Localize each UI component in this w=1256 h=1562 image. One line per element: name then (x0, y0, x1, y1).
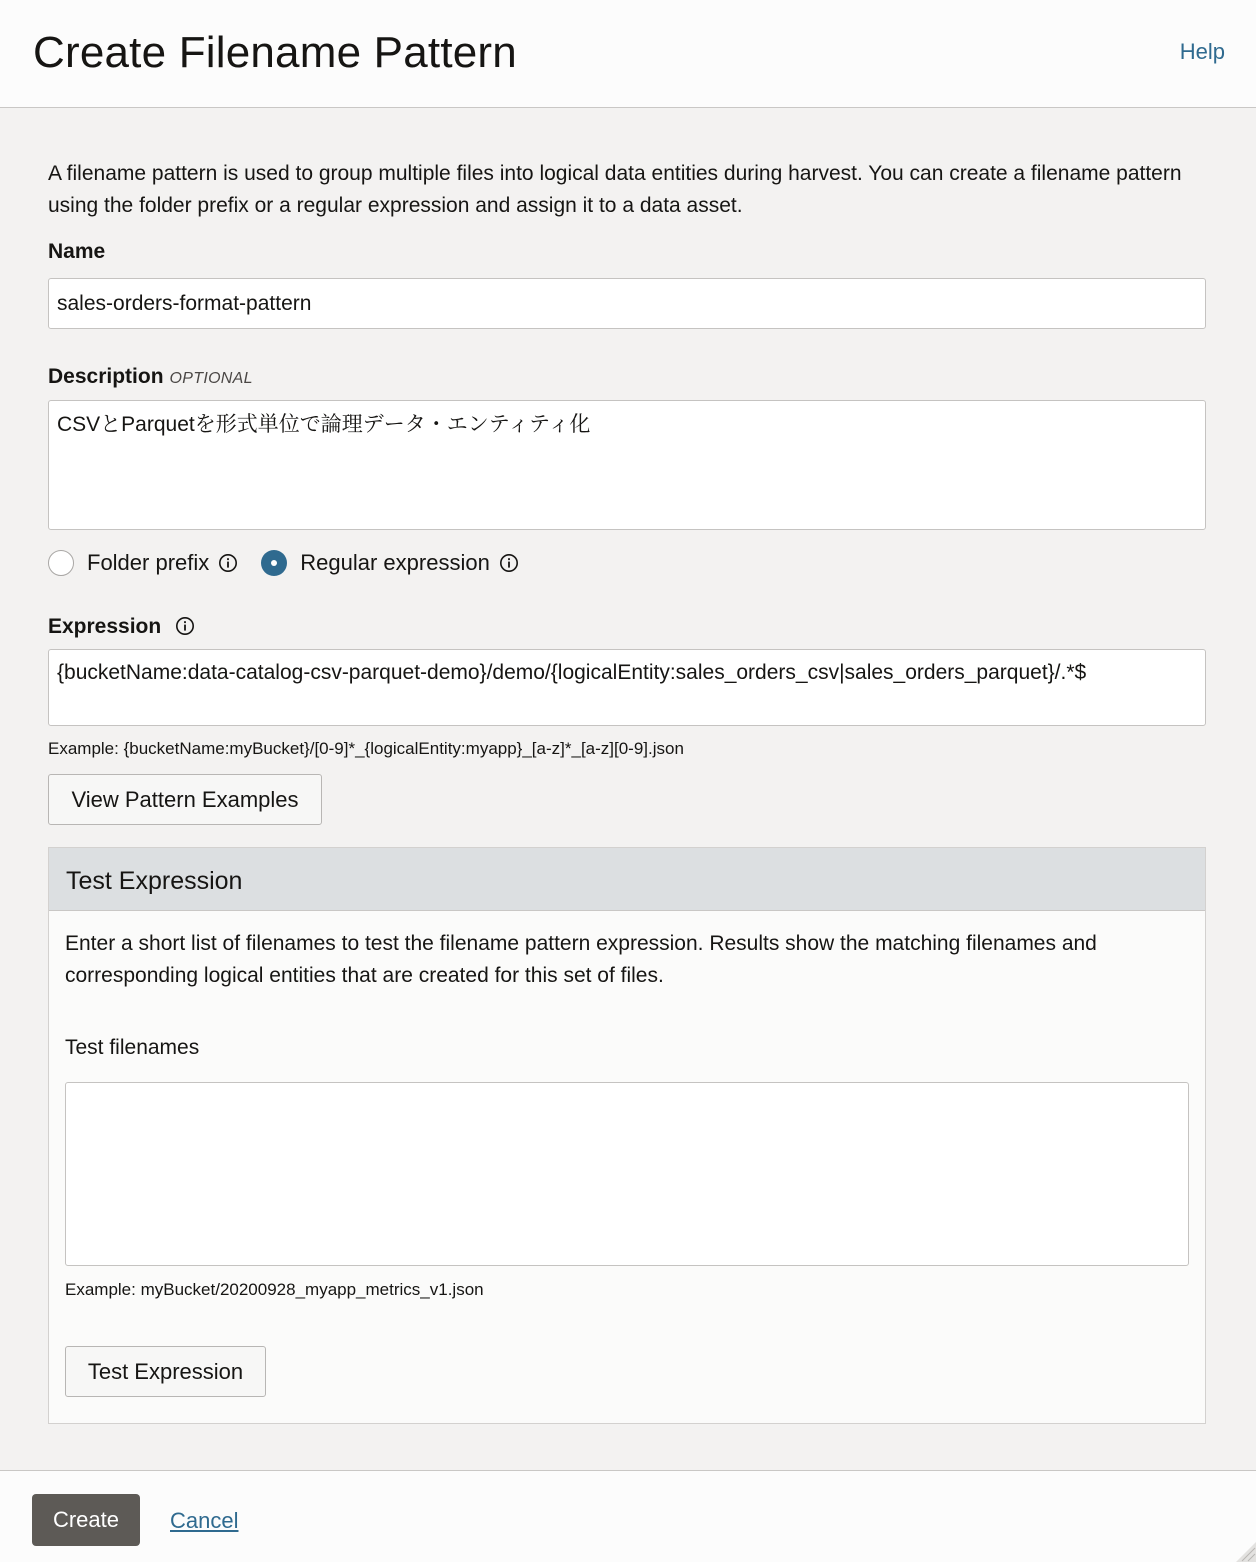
test-filenames-example-hint: Example: myBucket/20200928_myapp_metrics_v1.json (65, 1280, 484, 1299)
regular-expression-radio[interactable] (261, 550, 287, 576)
folder-prefix-radio[interactable] (48, 550, 74, 576)
intro-text: A filename pattern is used to group multiple files into logical data entities during harvest. You can create a filename pattern using the folder prefix or a regular expression and assign it to a data asset. (48, 162, 1182, 217)
test-expression-panel-header (49, 848, 1205, 911)
description-textarea[interactable] (48, 400, 1206, 530)
help-link[interactable]: Help (1179, 39, 1225, 64)
description-label (48, 365, 253, 389)
info-icon[interactable] (218, 553, 238, 573)
description-value: CSVとParquetを形式単位で論理データ・エンティティ化 (57, 413, 591, 436)
test-expression-panel (48, 847, 1206, 1424)
test-expression-description: Enter a short list of filenames to test the filename pattern expression. Results show the matching filenames and corresponding logical entities that are created for this set of files. (65, 932, 1097, 987)
view-pattern-examples-button[interactable]: View Pattern Examples (48, 774, 322, 825)
folder-prefix-label[interactable]: Folder prefix (87, 550, 210, 575)
expression-input[interactable] (48, 649, 1206, 726)
dialog-header (0, 0, 1256, 108)
optional-tag: OPTIONAL (169, 370, 253, 387)
create-button[interactable]: Create (32, 1494, 140, 1546)
info-icon[interactable] (175, 616, 195, 636)
cancel-link[interactable]: Cancel (170, 1508, 239, 1533)
expression-label (48, 615, 195, 639)
expression-label-text: Expression (48, 615, 162, 638)
dialog-footer (0, 1470, 1256, 1562)
name-input[interactable] (48, 278, 1206, 329)
expression-value: {bucketName:data-catalog-csv-parquet-demo}/demo/{logicalEntity:sales_orders_csv|sales_orders_parquet}/.*$ (57, 661, 1087, 684)
resize-grip-icon[interactable] (1230, 1536, 1256, 1562)
test-filenames-label: Test filenames (65, 1036, 200, 1059)
test-filenames-textarea[interactable] (65, 1082, 1189, 1266)
name-label: Name (48, 240, 106, 263)
description-label-text: Description (48, 365, 164, 388)
regular-expression-label[interactable]: Regular expression (300, 550, 490, 575)
info-icon[interactable] (499, 553, 519, 573)
page-title: Create Filename Pattern (33, 28, 517, 77)
pattern-type-radio-group (48, 546, 519, 580)
test-expression-button[interactable]: Test Expression (65, 1346, 266, 1397)
expression-example-hint: Example: {bucketName:myBucket}/[0-9]*_{logicalEntity:myapp}_[a-z]*_[a-z][0-9].json (48, 739, 684, 758)
test-expression-title: Test Expression (66, 867, 243, 895)
